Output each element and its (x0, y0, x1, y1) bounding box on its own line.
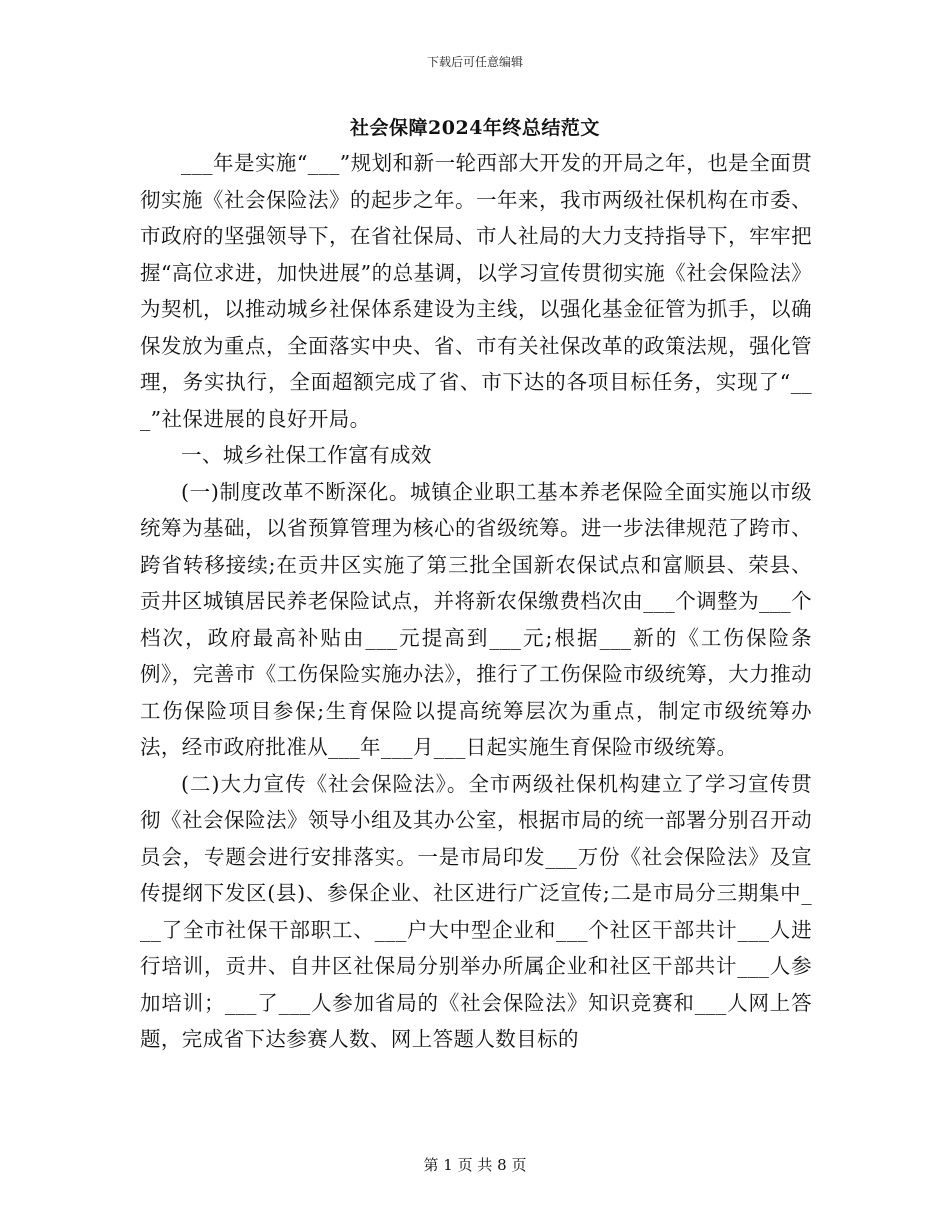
document-title: 社会保障2024年终总结范文 (350, 117, 600, 139)
section-heading: 一、城乡社保工作富有成效 (181, 443, 432, 467)
page-number: 第 1 页 共 8 页 (423, 1156, 527, 1174)
paragraph-publicity: (二)大力宣传《社会保险法》。全市两级社保机构建立了学习宣传贯彻《社会保险法》领导小组及其办公室，根据市局的统一部署分别召开动员会，专题会进行安排落实。一是市局印发___万份《社会保险法》及宣传提纲下发区(县)、参保企业、社区进行广泛宣传;二是市局分三期集中___了全市社保干部职工、___户大中型企业和___个社区干部共计___人进行培训，贡井、自井区社保局分别举办所属企业和社区干部共计___人参加培训；___了___人参加省局的《社会保险法》知识竞赛和___人网上答题，完成省下达参赛人数、网上答题人数目标的 (140, 771, 812, 1051)
page-header-note: 下载后可任意编辑 (426, 55, 523, 69)
paragraph-reform: (一)制度改革不断深化。城镇企业职工基本养老保险全面实施以市级统筹为基础，以省预算管理为核心的省级统筹。进一步法律规范了跨市、跨省转移接续;在贡井区实施了第三批全国新农保试点和富顺县、荣县、贡井区城镇居民养老保险试点，并将新农保缴费档次由___个调整为___个档次，政府最高补贴由___元提高到___元;根据___新的《工伤保险条例》，完善市《工伤保险实施办法》，推行了工伤保险市级统筹，大力推动工伤保险项目参保;生育保险以提高统筹层次为重点，制定市级统筹办法，经市政府批准从___年___月___日起实施生育保险市级统筹。 (140, 479, 812, 759)
document-body (140, 145, 812, 1058)
paragraph-intro: ___年是实施“___”规划和新一轮西部大开发的开局之年，也是全面贯彻实施《社会保险法》的起步之年。一年来，我市两级社保机构在市委、市政府的坚强领导下，在省社保局、市人社局的大力支持指导下，牢牢把握“高位求进，加快进展”的总基调，以学习宣传贯彻实施《社会保险法》为契机，以推动城乡社保体系建设为主线，以强化基金征管为抓手，以确保发放为重点，全面落实中央、省、市有关社保改革的政策法规，强化管理，务实执行，全面超额完成了省、市下达的各项目标任务，实现了“___”社保进展的良好开局。 (140, 151, 812, 431)
